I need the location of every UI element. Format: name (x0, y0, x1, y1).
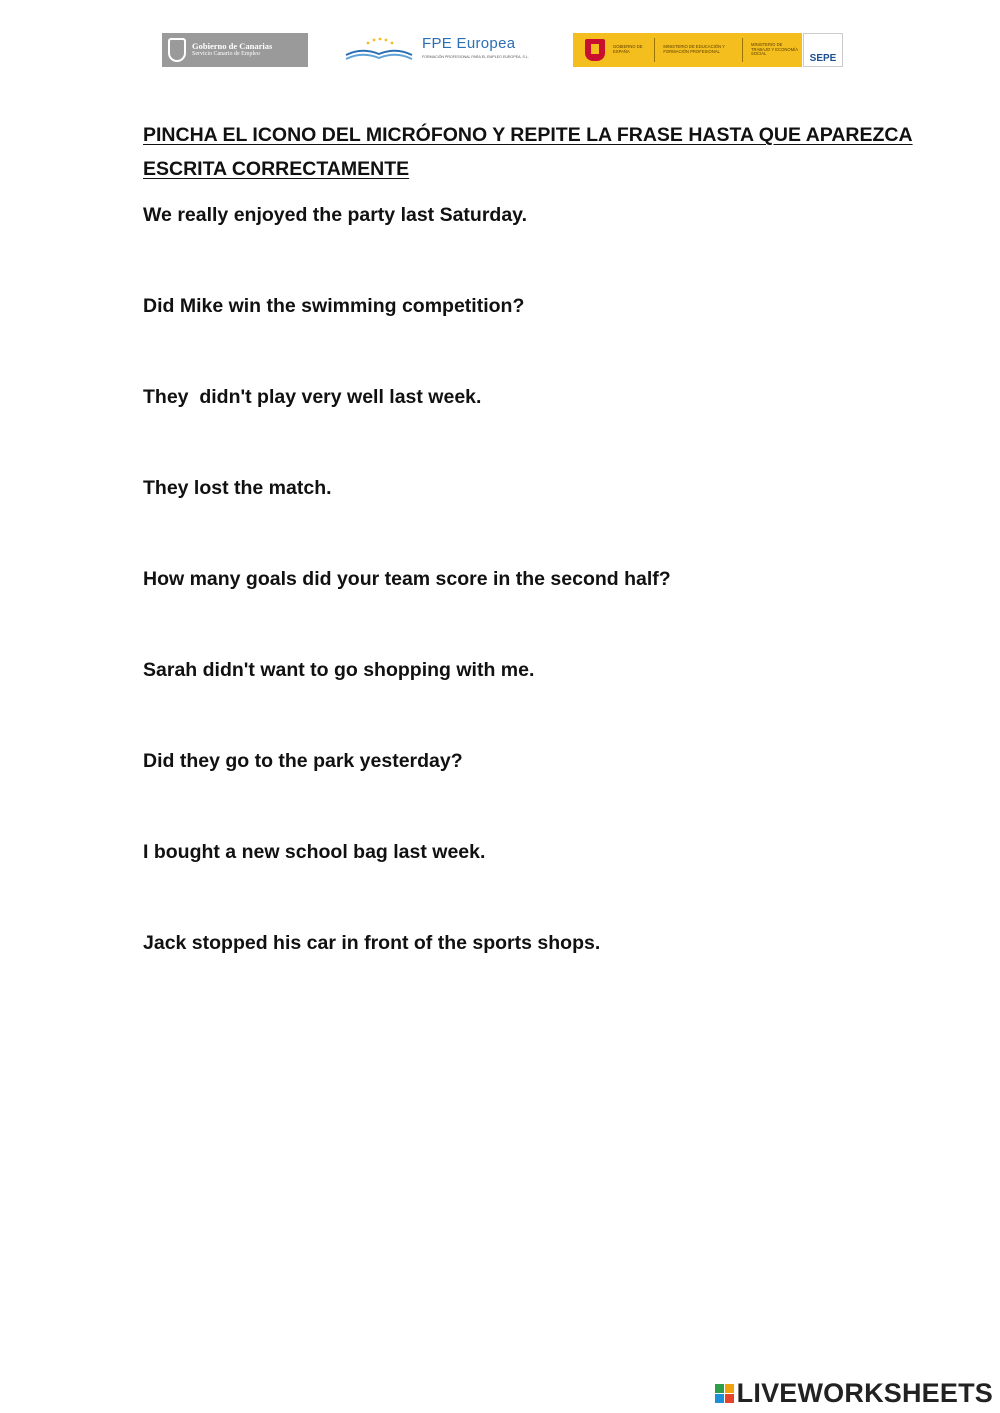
sentence-item: How many goals did your team score in the second half? (143, 568, 671, 590)
fpe-logo-subtitle: FORMACIÓN PROFESIONAL PARA EL EMPLEO EUROPEA, S.L. (422, 55, 529, 59)
gobierno-espana-logo (573, 33, 802, 67)
canarias-logo-line1: Gobierno de Canarias (192, 41, 273, 52)
sentence-item: Sarah didn't want to go shopping with me. (143, 659, 535, 681)
canarias-logo-line2: Servicio Canario de Empleo (192, 51, 260, 58)
fpe-logo-rest: Europea (452, 35, 516, 52)
sentence-item: Did they go to the park yesterday? (143, 750, 463, 772)
sentence-item: I bought a new school bag last week. (143, 841, 486, 863)
ministerio-educacion-label: MINISTERIO DE EDUCACIÓN Y FORMACIÓN PROFESIONAL (663, 44, 725, 54)
canarias-seal-icon (168, 38, 186, 62)
header-logo-bar (162, 33, 842, 69)
sepe-logo-word: SEPE (809, 53, 837, 64)
sentence-list (143, 200, 671, 1019)
gov-spain-label: GOBIERNO DE ESPAÑA (613, 44, 643, 54)
fpe-logo-title (422, 35, 515, 52)
sentence-item: We really enjoyed the party last Saturday. (143, 204, 528, 226)
fpe-logo-prefix: FPE (422, 35, 453, 52)
spain-coat-of-arms-icon (585, 39, 605, 61)
sentence-item: Jack stopped his car in front of the sports shops. (143, 932, 601, 954)
liveworksheets-logo-icon (715, 1384, 734, 1403)
liveworksheets-wordmark: LIVEWORKSHEETS (736, 1377, 993, 1408)
gobierno-canarias-logo (162, 33, 308, 67)
gov-logo-divider (742, 38, 743, 62)
fpe-europea-logo (342, 33, 552, 67)
sentence-item: They lost the match. (143, 477, 332, 499)
sentence-item: They didn't play very well last week. (143, 386, 482, 408)
open-book-stars-icon (342, 37, 416, 63)
instruction-heading: PINCHA EL ICONO DEL MICRÓFONO Y REPITE LA FRASE HASTA QUE APAREZCA ESCRITA CORRECTAMENTE (143, 124, 913, 180)
gov-logo-divider (654, 38, 655, 62)
liveworksheets-brand (715, 1378, 993, 1408)
sepe-logo (803, 33, 843, 67)
ministerio-trabajo-label: MINISTERIO DE TRABAJO Y ECONOMÍA SOCIAL (750, 41, 798, 57)
sentence-item: Did Mike win the swimming competition? (143, 295, 525, 317)
